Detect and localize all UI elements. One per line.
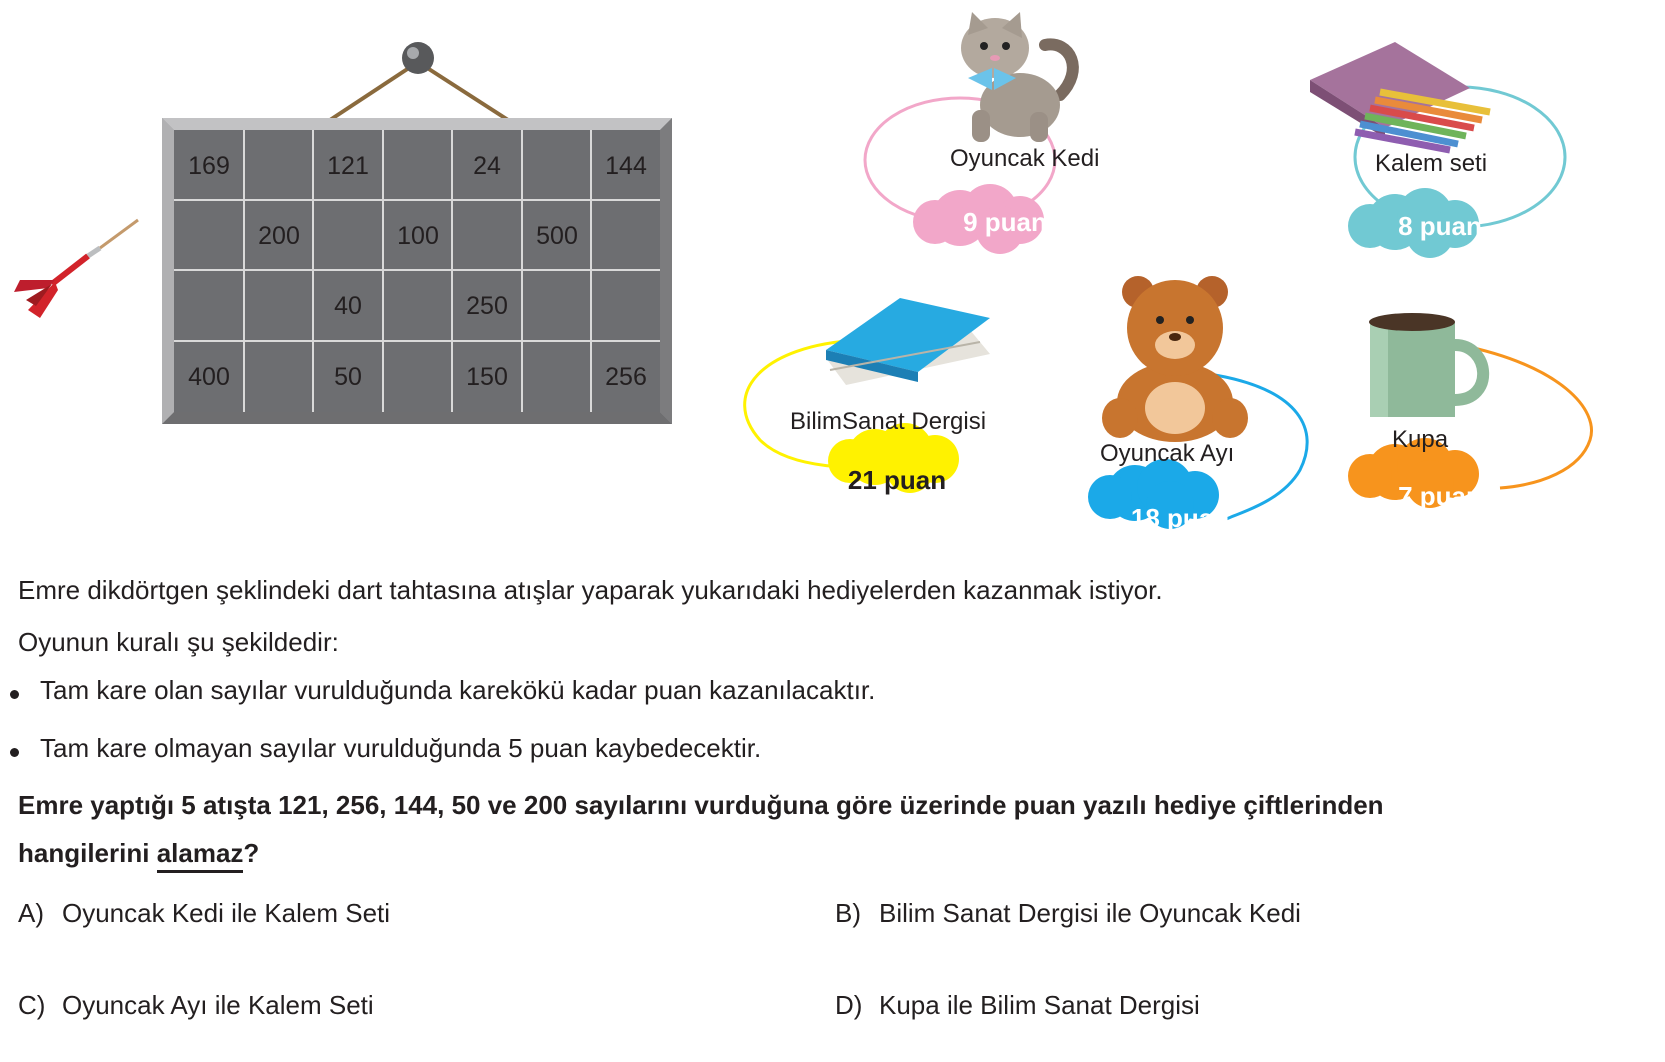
board-cell[interactable]: 150 bbox=[466, 363, 508, 391]
option-text: Kupa ile Bilim Sanat Dergisi bbox=[879, 990, 1200, 1020]
points-badge-bear: 18 puan bbox=[1130, 503, 1230, 533]
board-cell[interactable]: 100 bbox=[397, 222, 439, 250]
board-cell[interactable]: 24 bbox=[473, 152, 501, 180]
points-badge-pencil-set: 8 puan bbox=[1398, 211, 1482, 241]
bullet-icon bbox=[10, 690, 19, 699]
option-letter: B) bbox=[835, 898, 861, 928]
option-letter: A) bbox=[18, 898, 44, 928]
teddy-bear-icon bbox=[1102, 276, 1248, 442]
gift-name-bear[interactable]: Oyuncak Ayı bbox=[1100, 440, 1235, 467]
board-cell[interactable]: 400 bbox=[188, 363, 230, 391]
option-a[interactable] bbox=[18, 898, 390, 929]
toy-cat-icon bbox=[961, 12, 1073, 142]
option-b[interactable] bbox=[835, 898, 1301, 929]
gift-name-mug[interactable]: Kupa bbox=[1392, 426, 1449, 453]
option-letter: D) bbox=[835, 990, 863, 1020]
board-cell[interactable]: 50 bbox=[334, 363, 362, 391]
option-text: Oyuncak Kedi ile Kalem Seti bbox=[62, 898, 391, 928]
gift-name-pencil-set[interactable]: Kalem seti bbox=[1375, 150, 1488, 177]
rule-bullet: Tam kare olmayan sayılar vurulduğunda 5 puan kaybedecektir. bbox=[40, 733, 762, 763]
rule-bullet: Tam kare olan sayılar vurulduğunda karekökü kadar puan kazanılacaktır. bbox=[40, 675, 876, 705]
rule-title: Oyunun kuralı şu şekildedir: bbox=[18, 627, 339, 657]
question-line-1: Emre yaptığı 5 atışta 121, 256, 144, 50 ve 200 sayılarını vurduğuna göre üzerinde puan yazılı hediye çiftlerinden bbox=[18, 790, 1384, 820]
pencil-set-icon bbox=[1310, 42, 1490, 150]
board-cell[interactable]: 500 bbox=[536, 222, 578, 250]
board-cell[interactable]: 169 bbox=[188, 152, 230, 180]
bullet-icon bbox=[10, 748, 19, 757]
question-line-2-start: hangilerini bbox=[18, 838, 157, 868]
board-cell[interactable]: 40 bbox=[334, 292, 362, 320]
board-cell[interactable]: 256 bbox=[605, 363, 647, 391]
board-cell[interactable]: 200 bbox=[258, 222, 300, 250]
gift-name-magazine[interactable]: BilimSanat Dergisi bbox=[790, 408, 987, 435]
mug-icon bbox=[1369, 313, 1483, 417]
option-letter: C) bbox=[18, 990, 46, 1020]
question-emphasis: alamaz bbox=[157, 838, 244, 873]
gift-name-cat[interactable]: Oyuncak Kedi bbox=[950, 145, 1100, 172]
option-text: Oyuncak Ayı ile Kalem Seti bbox=[62, 990, 374, 1020]
points-badge-mug: 7 puan bbox=[1398, 481, 1482, 511]
board-cell[interactable]: 144 bbox=[605, 152, 647, 180]
question-mark: ? bbox=[243, 838, 260, 868]
intro-text: Emre dikdörtgen şeklindeki dart tahtasına atışlar yaparak yukarıdaki hediyelerden kazanmak istiyor. bbox=[18, 575, 1163, 605]
board-cell[interactable]: 121 bbox=[327, 152, 369, 180]
points-badge-cat: 9 puan bbox=[963, 207, 1047, 237]
option-d[interactable] bbox=[835, 990, 1200, 1021]
question-line-2 bbox=[18, 838, 259, 869]
option-text: Bilim Sanat Dergisi ile Oyuncak Kedi bbox=[879, 898, 1301, 928]
board-cell[interactable]: 250 bbox=[466, 292, 508, 320]
points-badge-magazine: 21 puan bbox=[847, 465, 947, 495]
book-icon bbox=[826, 298, 990, 385]
option-c[interactable] bbox=[18, 990, 374, 1021]
